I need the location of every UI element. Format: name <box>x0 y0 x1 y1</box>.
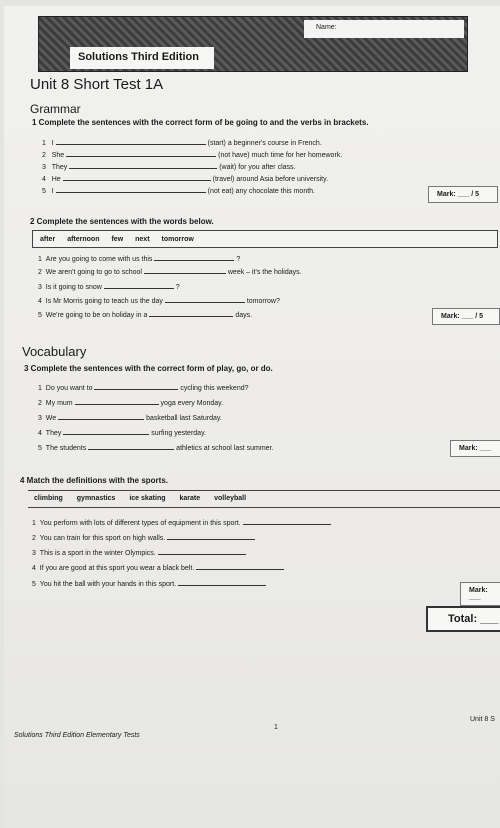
q4-item <box>32 517 331 527</box>
answer-blank[interactable] <box>94 382 178 390</box>
answer-blank[interactable] <box>63 173 211 181</box>
q4-instructions: 4 Match the definitions with the sports. <box>20 476 169 485</box>
test-title: Unit 8 Short Test 1A <box>30 76 164 93</box>
item-prompt: If you are good at this sport you wear a black belt. <box>39 565 195 572</box>
item-number: 5 <box>32 581 36 588</box>
item-number: 2 <box>38 269 42 276</box>
q1-item <box>42 185 315 195</box>
item-prompt: Is Mr Morris going to teach us the day <box>45 298 163 305</box>
item-number: 3 <box>32 550 36 557</box>
grammar-heading: Grammar <box>30 102 81 116</box>
item-prompt: Do you want to <box>45 385 93 392</box>
footer-title: Solutions Third Edition Elementary Tests <box>14 732 140 739</box>
item-number: 5 <box>42 188 46 195</box>
item-prompt: The students <box>45 445 87 452</box>
q4-item <box>32 532 255 542</box>
item-subject: I <box>51 188 54 195</box>
sport-option: karate <box>179 495 201 502</box>
answer-blank[interactable] <box>88 442 174 450</box>
q3-item <box>38 442 273 452</box>
answer-blank[interactable] <box>149 309 233 317</box>
q3-item <box>38 382 249 392</box>
worksheet-page <box>4 6 500 828</box>
answer-blank[interactable] <box>56 137 206 145</box>
q2-word-list <box>40 236 194 243</box>
item-number: 4 <box>38 298 42 305</box>
word-option: next <box>135 236 150 243</box>
answer-blank[interactable] <box>63 427 149 435</box>
answer-blank[interactable] <box>178 578 266 586</box>
item-prompt-end: cycling this weekend? <box>180 385 249 392</box>
item-prompt-end: tomorrow? <box>246 298 280 305</box>
item-prompt-end: ? <box>175 284 180 291</box>
item-prompt: Are you going to come with us this <box>45 256 153 263</box>
name-field[interactable]: Name: <box>304 20 464 38</box>
item-number: 2 <box>42 152 46 159</box>
series-title: Solutions Third Edition <box>70 47 214 69</box>
footer-unit: Unit 8 S <box>470 716 495 723</box>
item-prompt: You can train for this sport on high walls. <box>39 535 166 542</box>
q1-mark-box[interactable]: Mark: ___ / 5 <box>428 186 498 203</box>
answer-blank[interactable] <box>66 149 216 157</box>
item-prompt: They <box>45 430 62 437</box>
item-prompt: You perform with lots of different types of equipment in this sport. <box>39 520 241 527</box>
word-option: after <box>40 236 56 243</box>
answer-blank[interactable] <box>58 412 144 420</box>
answer-blank[interactable] <box>144 266 226 274</box>
item-subject: They <box>51 164 68 171</box>
item-number: 1 <box>38 256 42 263</box>
item-number: 4 <box>38 430 42 437</box>
item-number: 3 <box>38 415 42 422</box>
answer-blank[interactable] <box>196 562 284 570</box>
answer-blank[interactable] <box>104 281 174 289</box>
word-option: afternoon <box>67 236 100 243</box>
item-number: 1 <box>32 520 36 527</box>
answer-blank[interactable] <box>69 161 217 169</box>
item-number: 4 <box>32 565 36 572</box>
q4-item <box>32 562 284 572</box>
item-number: 2 <box>32 535 36 542</box>
item-prompt: We <box>45 415 57 422</box>
sport-option: gymnastics <box>76 495 116 502</box>
item-number: 5 <box>38 312 42 319</box>
q3-item <box>38 412 222 422</box>
q1-item <box>42 137 322 147</box>
item-prompt: (not have) much time for her homework. <box>218 152 343 159</box>
item-prompt: (start) a beginner's course in French. <box>207 140 322 147</box>
sport-option: ice skating <box>129 495 166 502</box>
word-option: few <box>111 236 124 243</box>
q1-item <box>42 173 328 183</box>
item-prompt: (wait) for you after class. <box>219 164 296 171</box>
answer-blank[interactable] <box>56 185 206 193</box>
answer-blank[interactable] <box>158 547 246 555</box>
item-prompt-end: days. <box>235 312 253 319</box>
item-prompt-end: week – it's the holidays. <box>227 269 302 276</box>
q2-item <box>38 266 302 276</box>
q3-mark-box[interactable]: Mark: ___ <box>450 440 500 457</box>
item-prompt: We aren't going to go to school <box>45 269 142 276</box>
item-number: 1 <box>38 385 42 392</box>
q2-mark-box[interactable]: Mark: ___ / 5 <box>432 308 500 325</box>
sport-option: climbing <box>34 495 63 502</box>
q3-item <box>38 427 206 437</box>
item-prompt: (not eat) any chocolate this month. <box>207 188 316 195</box>
item-prompt: We're going to be on holiday in a <box>45 312 148 319</box>
answer-blank[interactable] <box>243 517 331 525</box>
q4-word-list <box>34 495 246 502</box>
item-number: 5 <box>38 445 42 452</box>
answer-blank[interactable] <box>165 295 245 303</box>
vocabulary-heading: Vocabulary <box>22 344 87 359</box>
q4-mark-box[interactable]: Mark: ___ <box>460 582 500 606</box>
item-number: 4 <box>42 176 46 183</box>
q2-instructions: 2 Complete the sentences with the words below. <box>30 217 214 226</box>
item-number: 3 <box>42 164 46 171</box>
q4-item <box>32 578 266 588</box>
q2-item <box>38 281 180 291</box>
item-number: 1 <box>42 140 46 147</box>
item-prompt-end: athletics at school last summer. <box>176 445 274 452</box>
item-subject: He <box>51 176 61 183</box>
item-subject: She <box>51 152 65 159</box>
q1-instructions: 1 Complete the sentences with the correct form of be going to and the verbs in brackets. <box>32 118 369 127</box>
total-score-box[interactable]: Total: ___ <box>426 606 500 632</box>
item-prompt: You hit the ball with your hands in this sport. <box>39 581 177 588</box>
answer-blank[interactable] <box>154 253 234 261</box>
q2-item <box>38 253 240 263</box>
item-number: 3 <box>38 284 42 291</box>
item-prompt-end: yoga every Monday. <box>160 400 224 407</box>
q4-item <box>32 547 246 557</box>
item-number: 2 <box>38 400 42 407</box>
item-prompt: (travel) around Asia before university. <box>212 176 329 183</box>
answer-blank[interactable] <box>75 397 159 405</box>
q2-item <box>38 309 252 319</box>
q3-item <box>38 397 223 407</box>
q2-item <box>38 295 280 305</box>
q1-item <box>42 161 295 171</box>
answer-blank[interactable] <box>167 532 255 540</box>
q3-instructions: 3 Complete the sentences with the correct form of play, go, or do. <box>24 364 273 373</box>
item-subject: I <box>51 140 54 147</box>
item-prompt-end: surfing yesterday. <box>151 430 206 437</box>
page-number: 1 <box>274 724 278 731</box>
item-prompt: Is it going to snow <box>45 284 102 291</box>
q1-item <box>42 149 342 159</box>
item-prompt: This is a sport in the winter Olympics. <box>39 550 156 557</box>
item-prompt-end: ? <box>236 256 241 263</box>
item-prompt: My mum <box>45 400 73 407</box>
item-prompt-end: basketball last Saturday. <box>146 415 222 422</box>
sport-option: volleyball <box>214 495 247 502</box>
word-option: tomorrow <box>161 236 194 243</box>
